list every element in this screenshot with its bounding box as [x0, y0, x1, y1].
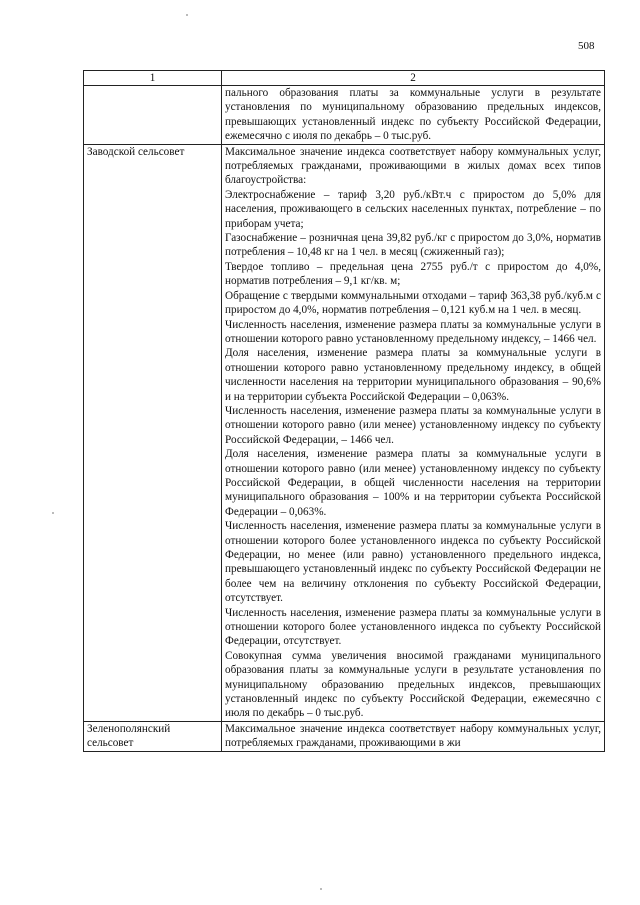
paragraph: Численность населения, изменение размера платы за коммунальные услуги в отношении которого более установленного индекса по субъекту Российской Федерации, отсутствует.	[225, 606, 601, 648]
scan-speck	[186, 14, 188, 16]
tariff-table	[83, 70, 605, 752]
paragraph: Численность населения, изменение размера платы за коммунальные услуги в отношении которого более установленного индекса по субъекту Российской Федерации, но менее (или равно) установленного предельного индекса, превышающего установленный индекс по субъекту Российской Федерации не более чем на величину отклонения по субъекту Российской Федерации, отсутствует.	[225, 520, 601, 605]
paragraph: Совокупная сумма увеличения вносимой гражданами муниципального образования платы за коммунальные услуги в результате установления по муниципальному образованию предельных индексов, превышающих установленный индекс по субъекту Российской Федерации, ежемесячно с июля по декабрь – 0 тыс.руб.	[225, 649, 601, 720]
table-row	[84, 721, 605, 751]
table-row	[84, 86, 605, 145]
municipality-name-cell	[84, 86, 222, 145]
paragraph: Численность населения, изменение размера платы за коммунальные услуги в отношении которого равно установленному предельному индексу, – 1466 чел.	[225, 318, 601, 345]
paragraph: пального образования платы за коммунальные услуги в результате установления по муниципальному образованию предельных индексов, превышающих установленный индекс по субъекту Российской Федерации, ежемесячно с июля по декабрь – 0 тыс.руб.	[225, 87, 601, 143]
page-number: 508	[578, 40, 595, 52]
description-cell	[222, 144, 605, 721]
paragraph: Электроснабжение – тариф 3,20 руб./кВт.ч с приростом до 5,0% для населения, проживающего в сельских населенных пунктах, потребление – по приборам учета;	[225, 188, 601, 230]
paragraph: Твердое топливо – предельная цена 2755 руб./т с приростом до 4,0%, норматив потребления – 9,1 кг/кв. м;	[225, 260, 601, 288]
description-cell	[222, 86, 605, 145]
paragraph: Доля населения, изменение размера платы за коммунальные услуги в отношении которого равно (или менее) установленному индексу по субъекту Российской Федерации, в общей численности населения на территории муниципального образования – 100% и на территории субъекта Российской Федерации – 0,063%.	[225, 448, 601, 518]
column-header-1: 1	[84, 71, 222, 86]
description-cell	[222, 721, 605, 751]
municipality-name-cell: Зеленополянский сельсовет	[84, 721, 222, 751]
scan-speck	[52, 512, 54, 514]
paragraph: Численность населения, изменение размера платы за коммунальные услуги в отношении которого равно (или менее) установленному индексу по субъекту Российской Федерации, – 1466 чел.	[225, 404, 601, 446]
table-row	[84, 144, 605, 721]
paragraph: Газоснабжение – розничная цена 39,82 руб./кг с приростом до 3,0%, норматив потребления – 10,48 кг на 1 чел. в месяц (сжиженный газ);	[225, 232, 601, 259]
paragraph: Доля населения, изменение размера платы за коммунальные услуги в отношении которого равно установленному предельному индексу, в общей численности населения на территории муниципального образования – 90,6% и на территории субъекта Российской Федерации – 0,063%.	[225, 347, 601, 403]
municipality-name-cell: Заводской сельсовет	[84, 144, 222, 721]
scan-speck	[320, 888, 322, 890]
paragraph: Максимальное значение индекса соответствует набору коммунальных услуг, потребляемых гражданами, проживающими в жилых домах всех типов благоустройства:	[225, 145, 601, 187]
paragraph: Обращение с твердыми коммунальными отходами – тариф 363,38 руб./куб.м с приростом до 4,0%, норматив потребления – 0,121 куб.м на 1 чел. в месяц.	[225, 289, 601, 317]
table-header-row	[84, 71, 605, 86]
paragraph: Максимальное значение индекса соответствует набору коммунальных услуг, потребляемых гражданами, проживающими в жи	[225, 722, 601, 750]
column-header-2: 2	[222, 71, 605, 86]
